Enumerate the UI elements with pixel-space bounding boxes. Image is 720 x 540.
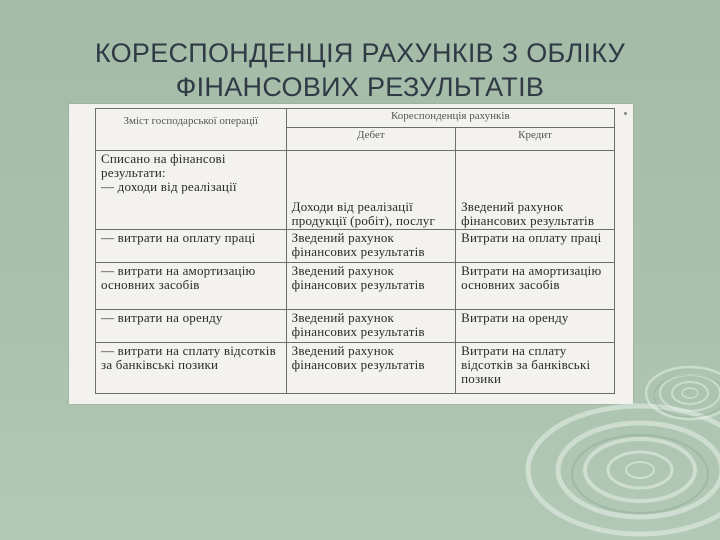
- correspondence-table: [95, 108, 615, 394]
- debit-cell: Зведений рахунок фінансових результатів: [286, 310, 455, 343]
- credit-cell: Витрати на сплату відсотків за банківські позики: [456, 343, 615, 394]
- table-row: [96, 343, 615, 394]
- slide-title: [0, 36, 720, 104]
- debit-cell: Зведений рахунок фінансових результатів: [286, 263, 455, 310]
- slide-title-line-1: КОРЕСПОНДЕНЦІЯ РАХУНКІВ З ОБЛІКУ: [94, 38, 626, 68]
- header-credit: Кредит: [456, 127, 615, 150]
- operation-cell: — витрати на амортизацію основних засобів: [96, 263, 287, 310]
- debit-cell: Доходи від реалізації продукції (робіт), послуг: [286, 151, 455, 230]
- operation-cell: — витрати на оплату праці: [96, 230, 287, 263]
- table-row: [96, 151, 615, 230]
- debit-cell: Зведений рахунок фінансових результатів: [286, 230, 455, 263]
- header-debit: Дебет: [286, 127, 455, 150]
- debit-cell: Зведений рахунок фінансових результатів: [286, 343, 455, 394]
- credit-cell: Витрати на оренду: [456, 310, 615, 343]
- table-row: [96, 310, 615, 343]
- credit-cell: Зведений рахунок фінансових результатів: [456, 151, 615, 230]
- scan-speck: [624, 112, 627, 115]
- credit-cell: Витрати на амортизацію основних засобів: [456, 263, 615, 310]
- credit-cell: Витрати на оплату праці: [456, 230, 615, 263]
- table-row: [96, 230, 615, 263]
- operation-cell: — витрати на оренду: [96, 310, 287, 343]
- table-row: [96, 263, 615, 310]
- operation-cell: — витрати на сплату відсотків за банківські позики: [96, 343, 287, 394]
- table-header-row: [96, 109, 615, 128]
- scanned-table-image: [69, 104, 633, 404]
- header-operation: Зміст господарської операції: [96, 109, 287, 151]
- intro-text: Списано на фінансові результати:: [101, 151, 226, 180]
- slide-title-line-2: ФІНАНСОВИХ РЕЗУЛЬТАТІВ: [175, 72, 545, 102]
- operation-cell: [96, 151, 287, 230]
- operation-text: — доходи від реалізації: [101, 179, 237, 194]
- header-correspondence: Кореспонденція рахунків: [286, 109, 614, 128]
